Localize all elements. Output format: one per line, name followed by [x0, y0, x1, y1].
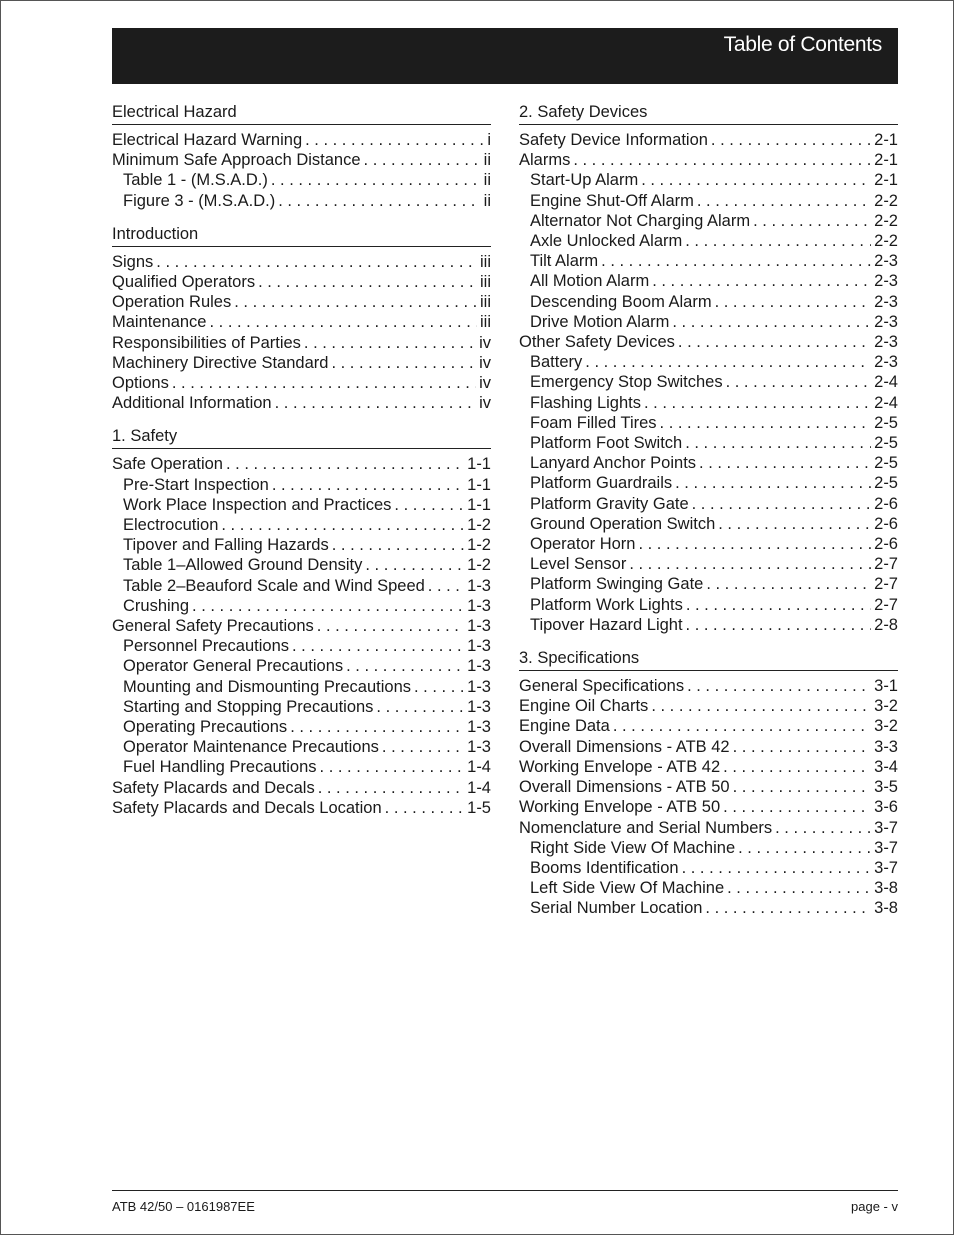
toc-entry[interactable]: [112, 515, 491, 535]
toc-entry[interactable]: [112, 616, 491, 636]
dot-leader: [317, 757, 465, 777]
toc-entry[interactable]: [519, 453, 898, 473]
dot-leader: [682, 231, 871, 251]
dot-leader: [382, 798, 464, 818]
toc-entry-title: Alternator Not Charging Alarm: [530, 211, 751, 230]
toc-section: [112, 102, 491, 211]
dot-leader: [329, 535, 464, 555]
toc-entry[interactable]: [112, 333, 491, 353]
toc-entry-title: Safety Placards and Decals Location: [112, 798, 382, 817]
toc-entry[interactable]: [519, 838, 898, 858]
toc-entry-page: iii: [480, 252, 491, 271]
dot-leader: [724, 878, 871, 898]
toc-entry-page: 2-5: [874, 413, 898, 432]
toc-entry-page: 2-1: [874, 131, 898, 149]
toc-entry-page: 2-3: [874, 353, 898, 372]
toc-entry-title: Safe Operation: [112, 455, 223, 474]
toc-entry-title: Emergency Stop Switches: [530, 373, 723, 392]
toc-entry-page: 2-7: [874, 555, 898, 574]
toc-entry-page: ii: [483, 151, 491, 170]
dot-leader: [720, 757, 871, 777]
toc-entry[interactable]: [112, 798, 491, 818]
dot-leader: [411, 677, 464, 697]
dot-leader: [712, 292, 872, 312]
toc-entry-title: Foam Filled Tires: [530, 413, 657, 432]
toc-entry-title: Operator Horn: [530, 535, 636, 554]
toc-entry[interactable]: [112, 576, 491, 596]
toc-entry[interactable]: [112, 252, 491, 272]
toc-entry-page: iii: [480, 273, 491, 292]
dot-leader: [657, 413, 872, 433]
toc-entry[interactable]: [112, 555, 491, 575]
toc-entry-title: Tilt Alarm: [530, 252, 599, 271]
toc-entry-page: 2-7: [874, 595, 898, 614]
toc-entry-title: Engine Shut-Off Alarm: [530, 191, 694, 210]
toc-entry-page: 1-3: [467, 617, 491, 636]
dot-leader: [675, 332, 871, 352]
toc-entry[interactable]: [112, 393, 491, 413]
dot-leader: [223, 454, 464, 474]
dot-leader: [231, 292, 477, 312]
toc-entry[interactable]: [112, 353, 491, 373]
dot-leader: [694, 191, 871, 211]
toc-entry[interactable]: [112, 495, 491, 515]
footer-doc-id: ATB 42/50 – 0161987EE: [112, 1199, 255, 1214]
dot-leader: [730, 777, 872, 797]
toc-entry-title: Platform Guardrails: [530, 474, 673, 493]
toc-entry-page: 2-6: [874, 514, 898, 533]
toc-entry-page: 2-3: [874, 333, 898, 352]
toc-entry-title: Platform Swinging Gate: [530, 575, 704, 594]
toc-entry[interactable]: [519, 757, 898, 777]
toc-entry[interactable]: [519, 595, 898, 615]
toc-entry[interactable]: [112, 636, 491, 656]
dot-leader: [328, 353, 476, 373]
toc-entry-page: 1-1: [467, 475, 491, 494]
toc-entry[interactable]: [519, 898, 898, 918]
toc-entry-page: iii: [480, 293, 491, 312]
dot-leader: [570, 150, 871, 170]
toc-entry-title: Mounting and Dismounting Precautions: [123, 677, 412, 696]
toc-entry-page: iv: [479, 353, 491, 372]
toc-entry-title: Start-Up Alarm: [530, 171, 639, 190]
toc-entry[interactable]: [112, 596, 491, 616]
toc-entry-page: 2-2: [874, 211, 898, 230]
toc-entry-page: 2-3: [874, 312, 898, 331]
toc-entry-title: Electrocution: [123, 516, 219, 535]
toc-entry-title: Table 1–Allowed Ground Density: [123, 556, 363, 575]
dot-leader: [255, 272, 477, 292]
toc-entry-title: Battery: [530, 353, 583, 372]
toc-entry[interactable]: [519, 150, 898, 170]
toc-entry-title: Personnel Precautions: [123, 637, 290, 656]
toc-entry-page: 2-8: [874, 615, 898, 634]
toc-entry-title: Safety Device Information: [519, 131, 708, 149]
dot-leader: [343, 656, 464, 676]
toc-entry[interactable]: [112, 757, 491, 777]
dot-leader: [598, 251, 871, 271]
toc-entry[interactable]: [519, 797, 898, 817]
toc-entry[interactable]: [519, 574, 898, 594]
toc-entry[interactable]: [519, 372, 898, 392]
toc-entry-title: Flashing Lights: [530, 393, 641, 412]
toc-entry-page: 1-2: [467, 516, 491, 535]
toc-entry-title: Alarms: [519, 151, 571, 170]
dot-leader: [641, 393, 871, 413]
dot-leader: [720, 797, 871, 817]
toc-entry-page: 1-4: [467, 758, 491, 777]
dot-leader: [289, 636, 464, 656]
toc-entry[interactable]: [519, 413, 898, 433]
toc-entry-page: 3-7: [874, 858, 898, 877]
toc-entry-page: 2-5: [874, 474, 898, 493]
toc-entry[interactable]: [112, 150, 491, 170]
dot-leader: [582, 352, 871, 372]
toc-entry[interactable]: [519, 676, 898, 696]
toc-entry-page: 2-2: [874, 191, 898, 210]
dot-leader: [169, 373, 476, 393]
toc-entry-page: 1-3: [467, 637, 491, 656]
toc-entry-title: Machinery Directive Standard: [112, 353, 329, 372]
toc-entry[interactable]: [519, 878, 898, 898]
toc-entry-title: Operation Rules: [112, 293, 232, 312]
toc-entry[interactable]: [112, 475, 491, 495]
toc-entry-title: Minimum Safe Approach Distance: [112, 151, 361, 170]
toc-entry-page: 2-4: [874, 373, 898, 392]
toc-entry[interactable]: [519, 170, 898, 190]
dot-leader: [272, 393, 476, 413]
toc-entry-page: 3-6: [874, 798, 898, 817]
toc-entry-title: Nomenclature and Serial Numbers: [519, 818, 773, 837]
toc-entry[interactable]: [519, 615, 898, 635]
dot-leader: [750, 211, 871, 231]
toc-entry-title: Platform Gravity Gate: [530, 494, 689, 513]
dot-leader: [610, 716, 871, 736]
toc-entry-title: Right Side View Of Machine: [530, 838, 736, 857]
toc-entry-title: Qualified Operators: [112, 273, 256, 292]
toc-entry-title: Overall Dimensions - ATB 42: [519, 737, 730, 756]
toc-entry-page: 2-1: [874, 151, 898, 170]
toc-entry-page: 3-2: [874, 717, 898, 736]
toc-entry-title: Engine Data: [519, 717, 610, 736]
toc-entry-page: iv: [479, 394, 491, 413]
toc-entry-title: Tipover and Falling Hazards: [123, 536, 329, 555]
toc-section: [519, 648, 898, 918]
toc-section: [112, 426, 491, 818]
toc-entry-title: Booms Identification: [530, 858, 679, 877]
toc-entry-title: Pre-Start Inspection: [123, 475, 269, 494]
toc-entry[interactable]: [519, 332, 898, 352]
toc-entry-page: 1-5: [467, 798, 491, 817]
dot-leader: [287, 717, 464, 737]
toc-entry[interactable]: [112, 535, 491, 555]
section-heading: Introduction: [112, 224, 491, 247]
dot-leader: [702, 898, 871, 918]
dot-leader: [361, 150, 481, 170]
toc-entry-title: Level Sensor: [530, 555, 627, 574]
toc-entry[interactable]: [519, 211, 898, 231]
toc-entry-title: Platform Foot Switch: [530, 434, 683, 453]
dot-leader: [425, 576, 464, 596]
section-heading: 3. Specifications: [519, 648, 898, 671]
dot-leader: [682, 433, 871, 453]
toc-entry-title: Drive Motion Alarm: [530, 312, 670, 331]
toc-entry[interactable]: [519, 716, 898, 736]
toc-entry[interactable]: [519, 312, 898, 332]
toc-entry-page: i: [487, 131, 491, 149]
toc-entry-title: Crushing: [123, 596, 190, 615]
toc-column-left: [112, 102, 491, 831]
toc-entry-page: 2-3: [874, 252, 898, 271]
toc-entry[interactable]: [112, 373, 491, 393]
toc-entry[interactable]: [112, 292, 491, 312]
dot-leader: [218, 515, 464, 535]
dot-leader: [689, 494, 872, 514]
header-bar: [112, 28, 898, 84]
dot-leader: [153, 252, 477, 272]
toc-entry[interactable]: [519, 514, 898, 534]
toc-entry[interactable]: [519, 473, 898, 493]
toc-entry-page: 1-3: [467, 738, 491, 757]
toc-entry-title: Operating Precautions: [123, 718, 288, 737]
toc-entry[interactable]: [519, 554, 898, 574]
toc-entry-page: iv: [479, 374, 491, 393]
toc-entry[interactable]: [519, 777, 898, 797]
toc-entry-page: 1-1: [467, 455, 491, 474]
dot-leader: [683, 615, 872, 635]
toc-entry-title: Working Envelope - ATB 42: [519, 757, 721, 776]
toc-entry[interactable]: [519, 393, 898, 413]
dot-leader: [696, 453, 871, 473]
dot-leader: [301, 333, 476, 353]
toc-entry-page: 1-2: [467, 536, 491, 555]
toc-entry-title: Serial Number Location: [530, 899, 703, 918]
toc-entry-title: Figure 3 - (M.S.A.D.): [123, 191, 276, 210]
toc-entry-title: All Motion Alarm: [530, 272, 650, 291]
toc-entry[interactable]: [519, 737, 898, 757]
toc-entry-title: Overall Dimensions - ATB 50: [519, 778, 730, 797]
toc-entry[interactable]: [519, 858, 898, 878]
dot-leader: [206, 312, 477, 332]
section-heading: 2. Safety Devices: [519, 102, 898, 125]
toc-entry-title: Options: [112, 374, 169, 393]
dot-leader: [703, 574, 871, 594]
page-title: Table of Contents: [723, 33, 882, 56]
toc-entry-page: iv: [479, 333, 491, 352]
toc-section: [519, 102, 898, 635]
toc-column-right: [519, 102, 898, 932]
toc-entry-page: 1-3: [467, 677, 491, 696]
section-heading: Electrical Hazard: [112, 102, 491, 125]
toc-entry-title: Lanyard Anchor Points: [530, 454, 697, 473]
toc-entry-title: Left Side View Of Machine: [530, 879, 725, 898]
dot-leader: [669, 312, 871, 332]
toc-entry[interactable]: [112, 312, 491, 332]
dot-leader: [679, 858, 872, 878]
toc-entry[interactable]: [112, 778, 491, 798]
toc-entry-title: General Specifications: [519, 677, 685, 696]
toc-entry[interactable]: [519, 251, 898, 271]
dot-leader: [189, 596, 464, 616]
toc-entry-page: 1-1: [467, 495, 491, 514]
toc-entry-page: 1-2: [467, 556, 491, 575]
toc-entry-title: Work Place Inspection and Practices: [123, 495, 392, 514]
toc-entry-title: Operator Maintenance Precautions: [123, 738, 379, 757]
toc-entry[interactable]: [519, 494, 898, 514]
toc-entry-title: Fuel Handling Precautions: [123, 758, 317, 777]
dot-leader: [373, 697, 464, 717]
toc-entry[interactable]: [519, 352, 898, 372]
toc-entry[interactable]: [519, 292, 898, 312]
dot-leader: [735, 838, 871, 858]
toc-entry-page: iii: [480, 313, 491, 332]
toc-entry-page: 2-5: [874, 454, 898, 473]
dot-leader: [672, 473, 871, 493]
toc-entry-page: ii: [483, 191, 491, 210]
toc-entry-title: Descending Boom Alarm: [530, 292, 712, 311]
toc-entry-page: 3-4: [874, 757, 898, 776]
toc-entry-title: Working Envelope - ATB 50: [519, 798, 721, 817]
dot-leader: [723, 372, 872, 392]
footer-rule: [112, 1190, 898, 1191]
toc-entry-title: Tipover Hazard Light: [530, 615, 683, 634]
dot-leader: [268, 170, 481, 190]
toc-entry-page: 2-4: [874, 393, 898, 412]
dot-leader: [649, 271, 871, 291]
dot-leader: [275, 191, 480, 211]
dot-leader: [648, 696, 871, 716]
toc-entry-page: 2-1: [874, 171, 898, 190]
toc-entry[interactable]: [112, 737, 491, 757]
toc-entry-title: Maintenance: [112, 313, 207, 332]
toc-entry-page: 3-3: [874, 737, 898, 756]
toc-entry[interactable]: [112, 677, 491, 697]
toc-entry-page: 2-3: [874, 292, 898, 311]
dot-leader: [391, 495, 464, 515]
toc-entry-page: 1-3: [467, 697, 491, 716]
toc-entry[interactable]: [112, 656, 491, 676]
dot-leader: [772, 818, 871, 838]
dot-leader: [684, 676, 871, 696]
toc-entry-page: 3-2: [874, 697, 898, 716]
dot-leader: [708, 130, 871, 150]
toc-entry-page: 1-3: [467, 596, 491, 615]
toc-entry[interactable]: [519, 271, 898, 291]
toc-entry[interactable]: [519, 696, 898, 716]
toc-entry[interactable]: [112, 697, 491, 717]
toc-entry[interactable]: [519, 130, 898, 150]
toc-entry-title: Other Safety Devices: [519, 333, 675, 352]
toc-entry[interactable]: [519, 191, 898, 211]
toc-entry[interactable]: [519, 534, 898, 554]
toc-entry[interactable]: [519, 818, 898, 838]
toc-entry-title: Electrical Hazard Warning: [112, 131, 303, 149]
toc-entry-title: Additional Information: [112, 394, 272, 413]
toc-entry-page: 1-3: [467, 718, 491, 737]
toc-entry-title: Responsibilities of Parties: [112, 333, 301, 352]
toc-entry[interactable]: [112, 717, 491, 737]
toc-entry-title: Axle Unlocked Alarm: [530, 232, 683, 251]
dot-leader: [730, 737, 872, 757]
dot-leader: [715, 514, 871, 534]
toc-entry[interactable]: [112, 170, 491, 190]
toc-entry-title: Ground Operation Switch: [530, 514, 716, 533]
toc-entry-page: 3-8: [874, 899, 898, 918]
toc-entry-page: 1-3: [467, 657, 491, 676]
toc-entry-title: Signs: [112, 252, 154, 271]
toc-entry-title: Table 1 - (M.S.A.D.): [123, 171, 268, 190]
toc-entry-page: 2-6: [874, 494, 898, 513]
toc-entry-page: 3-8: [874, 879, 898, 898]
toc-entry[interactable]: [519, 433, 898, 453]
toc-entry-page: 1-4: [467, 778, 491, 797]
toc-entry-page: 2-2: [874, 232, 898, 251]
toc-entry[interactable]: [112, 272, 491, 292]
dot-leader: [315, 778, 464, 798]
toc-entry-page: 2-6: [874, 535, 898, 554]
dot-leader: [638, 170, 871, 190]
toc-entry-page: 3-1: [874, 677, 898, 696]
section-heading: 1. Safety: [112, 426, 491, 449]
toc-entry[interactable]: [112, 130, 491, 150]
dot-leader: [626, 554, 871, 574]
toc-entry-page: 1-3: [467, 576, 491, 595]
dot-leader: [269, 475, 464, 495]
toc-section: [112, 224, 491, 414]
dot-leader: [379, 737, 464, 757]
dot-leader: [302, 130, 484, 150]
dot-leader: [314, 616, 464, 636]
toc-entry-title: Starting and Stopping Precautions: [123, 697, 374, 716]
toc-entry-title: General Safety Precautions: [112, 617, 314, 636]
toc-entry-title: Platform Work Lights: [530, 595, 683, 614]
toc-entry-title: Table 2–Beauford Scale and Wind Speed: [123, 576, 425, 595]
toc-entry-title: Safety Placards and Decals: [112, 778, 315, 797]
dot-leader: [362, 555, 464, 575]
dot-leader: [635, 534, 871, 554]
toc-entry-page: 3-7: [874, 838, 898, 857]
toc-entry-title: Operator General Precautions: [123, 657, 344, 676]
toc-entry-page: 3-5: [874, 778, 898, 797]
toc-entry-page: 2-7: [874, 575, 898, 594]
toc-entry[interactable]: [519, 231, 898, 251]
dot-leader: [683, 595, 871, 615]
toc-entry-page: 2-3: [874, 272, 898, 291]
footer-page-number: page - v: [851, 1199, 898, 1214]
toc-entry-page: 3-7: [874, 818, 898, 837]
toc-entry-title: Engine Oil Charts: [519, 697, 649, 716]
toc-entry[interactable]: [112, 454, 491, 474]
toc-entry[interactable]: [112, 191, 491, 211]
toc-entry-page: 2-5: [874, 434, 898, 453]
toc-entry-page: ii: [483, 171, 491, 190]
